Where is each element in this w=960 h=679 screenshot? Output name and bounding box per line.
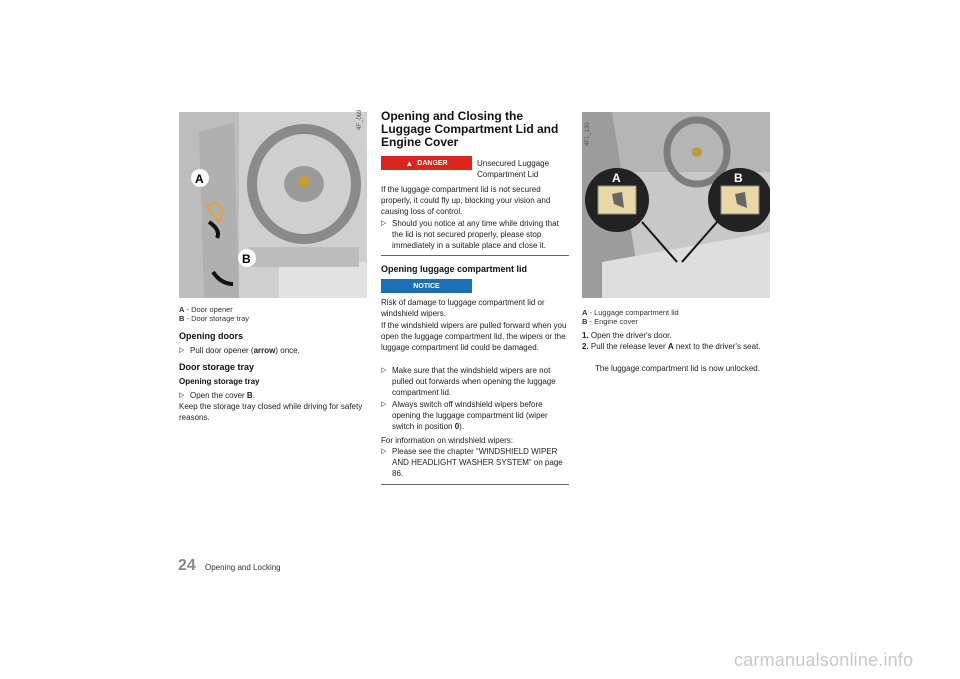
divider xyxy=(381,255,569,256)
info-step xyxy=(381,446,570,479)
heading-door-storage: Door storage tray xyxy=(179,362,255,372)
danger-heading: Unsecured Luggage Compartment Lid xyxy=(477,159,550,179)
heading-opening-lid: Opening luggage compartment lid xyxy=(381,264,528,274)
info-para: For information on windshield wipers: xyxy=(381,436,514,445)
step-open-cover: ▷ Open the cover B. xyxy=(179,391,255,400)
notice-step-2: ▷ Always switch off windshield wipers before opening the luggage compartment lid (wiper switch in position 0). xyxy=(381,400,548,431)
arrow-icon: ▷ xyxy=(179,392,185,399)
danger-step: ▷ Should you notice at any time while driving that the lid is not secured properly, please stop immediately in a suitable place and close it. xyxy=(381,219,559,250)
caption-b: B - Engine cover xyxy=(582,317,638,326)
step-pull-opener: ▷ Pull door opener (arrow) once. xyxy=(179,346,300,355)
arrow-icon: ▷ xyxy=(381,220,387,227)
notice-para-2: If the windshield wipers are pulled forward when you open the luggage compartment lid, the wipers or the luggage compartment lid could be damaged. xyxy=(381,321,567,352)
door-illustration xyxy=(179,109,367,298)
heading-opening-storage: Opening storage tray xyxy=(179,377,260,386)
release-lever-figure xyxy=(582,112,770,298)
arrow-icon: ▷ xyxy=(381,448,387,455)
section-title: Opening and Closing the Luggage Compartment Lid and Engine Cover xyxy=(381,109,559,149)
divider xyxy=(381,484,569,485)
page-number: 24 xyxy=(178,557,196,574)
para-keep-closed: Keep the storage tray closed while driving for safety reasons. xyxy=(179,402,363,422)
arrow-icon: ▷ xyxy=(179,347,185,354)
danger-badge: ▲ DANGER xyxy=(381,156,472,170)
danger-para: If the luggage compartment lid is not secured properly, it could fly up, blocking your vision and causing loss of control. xyxy=(381,185,551,216)
caption-b: B - Door storage tray xyxy=(179,314,250,323)
step-1: 1. Open the driver's door. xyxy=(582,331,672,340)
caption-a: A - Luggage compartment lid xyxy=(582,308,679,317)
door-figure xyxy=(179,109,367,298)
figure-id: 4F1_130 xyxy=(585,122,591,146)
caption-a: A - Door opener xyxy=(179,305,233,314)
figure-label-b: B xyxy=(242,252,251,266)
warning-icon: ▲ xyxy=(405,158,414,168)
arrow-icon: ▷ xyxy=(381,367,387,374)
arrow-icon: ▷ xyxy=(381,401,387,408)
step-2-result: The luggage compartment lid is now unlocked. xyxy=(595,364,760,373)
chapter-link[interactable]: Please see the chapter “WINDSHIELD WIPER AND HEADLIGHT WASHER SYSTEM” on page 86. xyxy=(392,447,563,478)
release-lever-illustration xyxy=(582,112,770,298)
footer-section: Opening and Locking xyxy=(205,563,281,572)
notice-badge: NOTICE xyxy=(381,279,472,293)
watermark: carmanualsonline.info xyxy=(734,650,914,670)
figure-id: 4F_069 xyxy=(357,109,363,130)
figure-label-a: A xyxy=(195,172,204,186)
notice-step-1: ▷ Make sure that the windshield wipers are not pulled out forwards when opening the luggage compartment lid. xyxy=(381,366,556,397)
figure-label-a: A xyxy=(612,171,621,185)
notice-para-1: Risk of damage to luggage compartment lid or windshield wipers. xyxy=(381,298,545,318)
heading-opening-doors: Opening doors xyxy=(179,331,243,341)
figure-label-b: B xyxy=(734,171,743,185)
step-2: 2. Pull the release lever A next to the driver's seat. xyxy=(582,342,761,351)
